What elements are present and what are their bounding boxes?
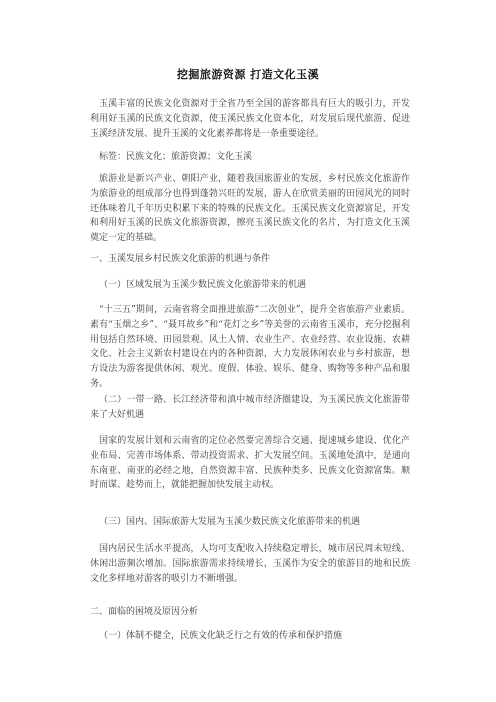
subsection-heading-1-1: （一）区域发展为玉溪少数民族文化旅游带来的机遇 (99, 280, 307, 290)
abstract-text: 玉溪丰富的民族文化资源对于全省乃至全国的游客都具有巨大的吸引力，开发利用好玉溪的民族文化资源，使玉溪民族文化资本化，对发展后现代旅游、促进玉溪经济发展、提升玉溪的文化素养都将是一条重要途径。 (90, 99, 410, 139)
subsection-heading-1-2-block (90, 393, 410, 423)
keywords-text: 标签：民族文化；旅游资源；文化玉溪 (99, 152, 253, 162)
paragraph-1-1 (90, 303, 410, 392)
intro-text: 旅游业是新兴产业、朝阳产业，随着我国旅游业的发展，乡村民族文化旅游作为旅游业的组成部分也得到蓬勃兴旺的发展，游人在欣赏美丽的田园风光的同时还体味着几千年历史积累下来的特殊的民族文化。玉溪民族文化资源富足，开发和利用好玉溪的民族文化旅游资源，擦亮玉溪民族文化的名片，为打造文化玉溪奠定一定的基础。 (90, 174, 410, 244)
paragraph-1-3-text: 国内居民生活水平提高，人均可支配收入持续稳定增长，城市居民周末短线、休闲出游频次增加。国际旅游需求持续增长，玉溪作为安全的旅游目的地和民族文化多样地对游客的吸引力不断增强。 (90, 544, 410, 584)
subsection-heading-2-1: （一）体制不健全，民族文化缺乏行之有效的传承和保护措施 (99, 631, 343, 641)
document-title: 挖掘旅游资源 打造文化玉溪 (176, 68, 320, 81)
paragraph-1-3 (90, 542, 410, 586)
paragraph-1-2-text: 国家的发展计划和云南省的定位必然要完善综合交通、提速城乡建设、优化产业布局、完善市场体系、带动投资需求、扩大发展空间。玉溪地处滇中，是通向东南亚、南亚的必经之地，自然资源丰富、民族种类多、民族文化资源富集。顺时而谋、趁势而上，就能把握加快发展主动权。 (90, 436, 410, 491)
subsection-heading-1-2: （二）一带一路、长江经济带和滇中城市经济圈建设，为玉溪民族文化旅游带来了大好机遇 (90, 395, 410, 420)
section-heading-1: 一、玉溪发展乡村民族文化旅游的机遇与条件 (90, 254, 271, 264)
intro-paragraph (90, 172, 410, 246)
keywords-line (90, 150, 410, 165)
abstract-paragraph (90, 97, 410, 141)
paragraph-1-2 (90, 434, 410, 493)
paragraph-1-1-text: “十三五”期间，云南省将全面推进旅游“二次创业”，提升全省旅游产业素质。素有“玉烟之乡”、“聂耳故乡”和“花灯之乡”等美誉的云南省玉溪市，充分挖掘利用包括自然环境、田园景观、风土人情、农业生产、农业经营、农业设施、农耕文化、社会主义新农村建设在内的各种资源，大力发展休闲农业与乡村旅游，想方设法为游客提供休闲、观光、度假、体验、娱乐、健身、购物等多种产品和服务。 (90, 305, 410, 389)
subsection-heading-1-3: （三）国内、国际旅游大发展为玉溪少数民族文化旅游带来的机遇 (99, 517, 361, 527)
section-heading-2: 二、面临的困境及原因分析 (90, 607, 199, 617)
